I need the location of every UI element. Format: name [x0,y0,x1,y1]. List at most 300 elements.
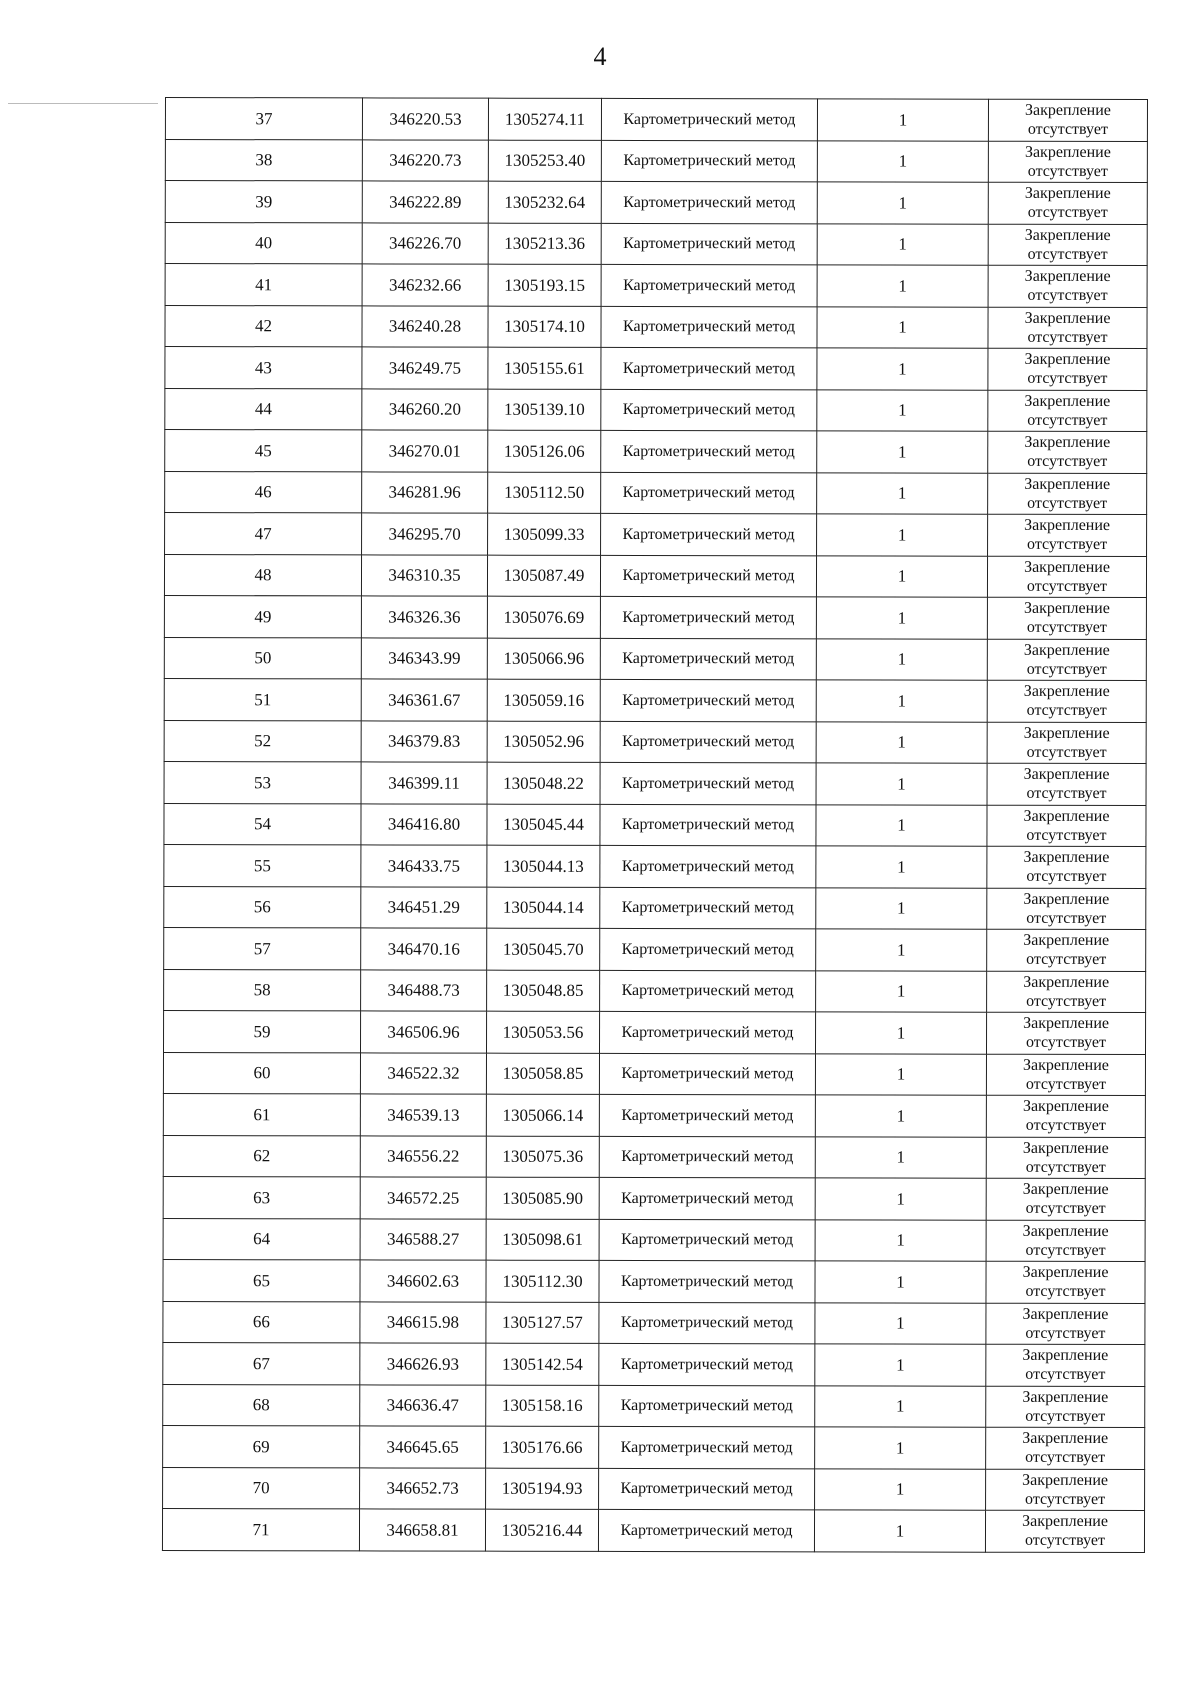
fixing-line-1: Закрепление [1022,1181,1109,1199]
y-coordinate-cell: 1305126.06 [488,430,601,472]
y-coordinate-cell: 1305142.54 [486,1343,599,1385]
fixing-description-cell [987,597,1146,639]
point-number-cell: 40 [165,222,362,264]
table-row [164,844,1146,888]
point-number-cell: 44 [165,388,362,430]
fixing-description-cell [987,888,1146,930]
table-row [163,1176,1145,1220]
point-number-cell: 55 [164,844,361,886]
fixing-line-1: Закрепление [1022,1430,1109,1448]
y-coordinate-cell: 1305176.66 [486,1426,599,1468]
fixing-line-2: отсутствует [1026,909,1107,927]
point-number-cell: 58 [164,969,361,1011]
y-coordinate-cell: 1305053.56 [486,1011,599,1053]
fixing-line-2: отсутствует [1026,702,1107,720]
accuracy-cell: 1 [816,804,987,846]
coordinates-table [162,97,1148,1553]
method-cell: Картометрический метод [600,762,816,804]
y-coordinate-cell: 1305193.15 [488,264,601,306]
fixing-line-2: отсутствует [1027,245,1108,263]
fixing-line-2: отсутствует [1026,992,1107,1010]
x-coordinate-cell: 346240.28 [362,305,488,347]
table-row [165,98,1147,142]
method-cell: Картометрический метод [600,845,816,887]
y-coordinate-cell: 1305059.16 [487,679,600,721]
x-coordinate-cell: 346470.16 [361,928,487,970]
y-coordinate-cell: 1305253.40 [488,140,601,182]
x-coordinate-cell: 346615.98 [360,1301,486,1343]
table-row [163,1052,1145,1096]
point-number-cell: 54 [164,803,361,845]
point-number-cell: 42 [165,305,362,347]
accuracy-cell: 1 [817,514,988,556]
x-coordinate-cell: 346220.73 [362,139,488,181]
accuracy-cell: 1 [817,306,988,348]
fixing-line-1: Закрепление [1024,351,1111,369]
fixing-description-cell [987,971,1146,1013]
method-cell: Картометрический метод [599,1426,815,1468]
method-cell: Картометрический метод [601,430,817,472]
method-cell: Картометрический метод [599,1302,815,1344]
x-coordinate-cell: 346588.27 [360,1218,486,1260]
point-number-cell: 67 [163,1342,360,1384]
x-coordinate-cell: 346281.96 [362,471,488,513]
method-cell: Картометрический метод [600,638,816,680]
point-number-cell: 51 [164,678,361,720]
fixing-description-cell [988,141,1147,183]
method-cell: Картометрический метод [600,970,816,1012]
accuracy-cell: 1 [817,223,988,265]
fixing-line-1: Закрепление [1024,558,1110,576]
accuracy-cell: 1 [816,970,987,1012]
point-number-cell: 69 [163,1425,360,1467]
point-number-cell: 62 [163,1135,360,1177]
point-number-cell: 38 [165,139,362,181]
point-number-cell: 56 [164,886,361,928]
fixing-description-cell [988,473,1147,515]
y-coordinate-cell: 1305085.90 [486,1177,599,1219]
fixing-line-1: Закрепление [1023,932,1110,950]
point-number-cell: 52 [164,720,361,762]
table-row [165,471,1147,515]
fixing-line-2: отсутствует [1025,1158,1106,1176]
table-row [165,139,1147,183]
accuracy-cell: 1 [816,763,987,805]
fixing-line-2: отсутствует [1027,287,1108,305]
table-row [164,969,1146,1013]
method-cell: Картометрический метод [598,1509,814,1551]
table-row [165,430,1147,474]
table-row [164,803,1146,847]
fixing-description-cell [986,1469,1145,1511]
fixing-description-cell [986,1261,1145,1303]
fixing-description-cell [987,680,1146,722]
method-cell: Картометрический метод [599,1343,815,1385]
x-coordinate-cell: 346260.20 [362,388,488,430]
y-coordinate-cell: 1305098.61 [486,1219,599,1261]
y-coordinate-cell: 1305274.11 [488,98,601,140]
method-cell: Картометрический метод [599,1385,815,1427]
accuracy-cell: 1 [816,597,987,639]
fixing-description-cell [986,1095,1145,1137]
x-coordinate-cell: 346506.96 [360,1011,486,1053]
point-number-cell: 41 [165,264,362,306]
fixing-line-1: Закрепление [1022,1222,1109,1240]
y-coordinate-cell: 1305112.50 [488,472,601,514]
table-row [163,1259,1145,1303]
y-coordinate-cell: 1305052.96 [487,721,600,763]
accuracy-cell: 1 [817,265,988,307]
fixing-line-1: Закрепление [1022,1305,1109,1323]
x-coordinate-cell: 346602.63 [360,1260,486,1302]
fixing-line-1: Закрепление [1024,434,1111,452]
method-cell: Картометрический метод [600,804,816,846]
accuracy-cell: 1 [816,555,987,597]
method-cell: Картометрический метод [601,264,817,306]
table-row [163,1425,1145,1469]
fixing-description-cell [988,224,1147,266]
fixing-line-1: Закрепление [1022,1139,1109,1157]
y-coordinate-cell: 1305044.14 [487,887,600,929]
accuracy-cell: 1 [817,431,988,473]
point-number-cell: 48 [164,554,361,596]
fixing-line-2: отсутствует [1025,1117,1106,1135]
x-coordinate-cell: 346222.89 [362,181,488,223]
fixing-description-cell [987,805,1146,847]
fixing-description-cell [988,265,1147,307]
y-coordinate-cell: 1305127.57 [486,1302,599,1344]
point-number-cell: 57 [164,927,361,969]
fixing-line-1: Закрепление [1022,1264,1109,1282]
coordinates-table-body [162,98,1147,1553]
y-coordinate-cell: 1305044.13 [487,845,600,887]
method-cell: Картометрический метод [601,306,817,348]
point-number-cell: 71 [162,1508,359,1550]
x-coordinate-cell: 346399.11 [361,762,487,804]
method-cell: Картометрический метод [601,181,817,223]
x-coordinate-cell: 346652.73 [360,1467,486,1509]
fixing-line-1: Закрепление [1024,517,1111,535]
fixing-line-1: Закрепление [1024,185,1111,203]
x-coordinate-cell: 346556.22 [360,1135,486,1177]
accuracy-cell: 1 [815,1427,986,1469]
point-number-cell: 60 [163,1052,360,1094]
fixing-line-2: отсутствует [1026,660,1107,678]
fixing-line-1: Закрепление [1024,226,1111,244]
fixing-description-cell [987,722,1146,764]
table-row [164,886,1146,930]
fixing-line-2: отсутствует [1027,121,1108,139]
accuracy-cell: 1 [817,99,988,141]
table-row [162,1508,1144,1552]
fixing-line-2: отсутствует [1025,1075,1106,1093]
accuracy-cell: 1 [816,887,987,929]
fixing-line-2: отсутствует [1025,1200,1106,1218]
accuracy-cell: 1 [815,1095,986,1137]
x-coordinate-cell: 346295.70 [362,513,488,555]
fixing-description-cell [988,348,1147,390]
point-number-cell: 46 [165,471,362,513]
point-number-cell: 70 [163,1467,360,1509]
fixing-line-1: Закрепление [1023,1015,1110,1033]
point-number-cell: 66 [163,1301,360,1343]
fixing-line-2: отсутствует [1026,868,1107,886]
y-coordinate-cell: 1305174.10 [488,306,601,348]
method-cell: Картометрический метод [601,389,817,431]
fixing-line-1: Закрепление [1023,683,1110,701]
fixing-description-cell [986,1344,1145,1386]
x-coordinate-cell: 346433.75 [361,845,487,887]
y-coordinate-cell: 1305232.64 [488,181,601,223]
y-coordinate-cell: 1305194.93 [486,1468,599,1510]
table-row [164,720,1146,764]
x-coordinate-cell: 346572.25 [360,1177,486,1219]
table-row [164,761,1146,805]
fixing-line-2: отсутствует [1027,494,1108,512]
fixing-description-cell [986,1303,1145,1345]
fixing-description-cell [988,307,1147,349]
fixing-line-2: отсутствует [1026,743,1107,761]
fixing-line-1: Закрепление [1022,1513,1108,1531]
point-number-cell: 49 [164,595,361,637]
fixing-description-cell [987,929,1146,971]
accuracy-cell: 1 [817,182,988,224]
fixing-line-2: отсутствует [1025,1324,1106,1342]
method-cell: Картометрический метод [599,1136,815,1178]
accuracy-cell: 1 [815,1136,986,1178]
accuracy-cell: 1 [815,1053,986,1095]
y-coordinate-cell: 1305099.33 [488,513,601,555]
table-row [164,637,1146,681]
fixing-description-cell [985,1510,1144,1552]
fixing-line-2: отсутствует [1026,577,1108,595]
fixing-line-1: Закрепление [1024,143,1111,161]
fixing-line-2: отсутствует [1025,1283,1106,1301]
fixing-line-1: Закрепление [1023,1056,1109,1074]
table-row [165,222,1147,266]
y-coordinate-cell: 1305048.85 [487,970,600,1012]
fixing-line-2: отсутствует [1024,1532,1106,1550]
table-row [165,347,1147,391]
fixing-line-1: Закрепление [1023,973,1110,991]
method-cell: Картометрический метод [600,596,816,638]
method-cell: Картометрический метод [600,887,816,929]
y-coordinate-cell: 1305048.22 [487,762,600,804]
fixing-description-cell [986,1220,1145,1262]
page-number: 4 [593,42,607,71]
x-coordinate-cell: 346539.13 [360,1094,486,1136]
x-coordinate-cell: 346658.81 [359,1509,485,1551]
x-coordinate-cell: 346361.67 [361,679,487,721]
point-number-cell: 47 [165,513,362,555]
fixing-line-1: Закрепление [1024,475,1111,493]
table-row [163,1301,1145,1345]
y-coordinate-cell: 1305112.30 [486,1260,599,1302]
x-coordinate-cell: 346232.66 [362,264,488,306]
fixing-line-2: отсутствует [1026,826,1107,844]
y-coordinate-cell: 1305155.61 [488,347,601,389]
fixing-line-2: отсутствует [1025,1034,1107,1052]
fixing-line-2: отсутствует [1027,370,1108,388]
accuracy-cell: 1 [815,1261,986,1303]
fixing-line-2: отсутствует [1027,204,1108,222]
y-coordinate-cell: 1305045.44 [487,804,600,846]
fixing-line-1: Закрепление [1022,1471,1109,1489]
accuracy-cell: 1 [816,846,987,888]
fixing-line-2: отсутствует [1025,1490,1106,1508]
fixing-description-cell [988,431,1147,473]
x-coordinate-cell: 346249.75 [362,347,488,389]
y-coordinate-cell: 1305066.14 [486,1094,599,1136]
method-cell: Картометрический метод [601,98,817,140]
method-cell: Картометрический метод [599,1011,815,1053]
accuracy-cell: 1 [816,929,987,971]
fixing-description-cell [986,1054,1145,1096]
y-coordinate-cell: 1305139.10 [488,389,601,431]
accuracy-cell: 1 [815,1012,986,1054]
y-coordinate-cell: 1305216.44 [485,1509,598,1551]
y-coordinate-cell: 1305066.96 [487,638,600,680]
accuracy-cell: 1 [815,1385,986,1427]
method-cell: Картометрический метод [599,1219,815,1261]
point-number-cell: 63 [163,1176,360,1218]
point-number-cell: 53 [164,761,361,803]
fixing-line-1: Закрепление [1023,807,1110,825]
y-coordinate-cell: 1305087.49 [487,555,600,597]
x-coordinate-cell: 346645.65 [360,1426,486,1468]
fixing-line-2: отсутствует [1026,951,1107,969]
table-row [165,388,1147,432]
point-number-cell: 37 [165,98,362,140]
method-cell: Картометрический метод [601,223,817,265]
fixing-line-2: отсутствует [1026,785,1107,803]
x-coordinate-cell: 346270.01 [362,430,488,472]
fixing-description-cell [987,639,1146,681]
x-coordinate-cell: 346310.35 [361,554,487,596]
point-number-cell: 43 [165,347,362,389]
table-row [164,927,1146,971]
x-coordinate-cell: 346488.73 [361,969,487,1011]
fixing-line-2: отсутствует [1025,1407,1106,1425]
point-number-cell: 39 [165,181,362,223]
x-coordinate-cell: 346416.80 [361,803,487,845]
method-cell: Картометрический метод [600,928,816,970]
method-cell: Картометрический метод [600,721,816,763]
fixing-description-cell [988,182,1147,224]
fixing-line-1: Закрепление [1023,890,1110,908]
accuracy-cell: 1 [816,680,987,722]
fixing-line-1: Закрепление [1023,766,1110,784]
x-coordinate-cell: 346226.70 [362,222,488,264]
fixing-description-cell [986,1178,1145,1220]
fixing-line-1: Закрепление [1022,1098,1109,1116]
point-number-cell: 61 [163,1093,360,1135]
method-cell: Картометрический метод [599,1094,815,1136]
accuracy-cell: 1 [815,1302,986,1344]
table-row [164,678,1146,722]
x-coordinate-cell: 346626.93 [360,1343,486,1385]
method-cell: Картометрический метод [600,679,816,721]
point-number-cell: 59 [163,1010,360,1052]
table-row [163,1093,1145,1137]
accuracy-cell: 1 [815,1468,986,1510]
accuracy-cell: 1 [815,1178,986,1220]
table-row [163,1135,1145,1179]
table-row [163,1218,1145,1262]
method-cell: Картометрический метод [599,1260,815,1302]
point-number-cell: 50 [164,637,361,679]
fixing-line-2: отсутствует [1026,619,1107,637]
fixing-line-2: отсутствует [1025,1366,1106,1384]
accuracy-cell: 1 [817,389,988,431]
method-cell: Картометрический метод [601,472,817,514]
point-number-cell: 65 [163,1259,360,1301]
fixing-description-cell [986,1012,1145,1054]
accuracy-cell: 1 [814,1510,985,1552]
scan-artifact-line [8,103,158,104]
point-number-cell: 45 [165,430,362,472]
method-cell: Картометрический метод [600,555,816,597]
fixing-description-cell [986,1386,1145,1428]
table-row [163,1010,1145,1054]
x-coordinate-cell: 346522.32 [360,1052,486,1094]
x-coordinate-cell: 346451.29 [361,886,487,928]
fixing-line-2: отсутствует [1027,453,1108,471]
point-number-cell: 64 [163,1218,360,1260]
fixing-line-2: отсутствует [1025,1449,1106,1467]
fixing-description-cell [988,514,1147,556]
y-coordinate-cell: 1305158.16 [486,1385,599,1427]
fixing-line-1: Закрепление [1023,641,1110,659]
accuracy-cell: 1 [815,1344,986,1386]
method-cell: Картометрический метод [599,1053,815,1095]
fixing-line-1: Закрепление [1022,1388,1109,1406]
accuracy-cell: 1 [817,348,988,390]
table-row [164,554,1146,598]
accuracy-cell: 1 [817,140,988,182]
table-row [163,1384,1145,1428]
method-cell: Картометрический метод [601,347,817,389]
fixing-line-1: Закрепление [1023,724,1110,742]
fixing-line-1: Закрепление [1023,600,1110,618]
x-coordinate-cell: 346220.53 [362,98,488,140]
accuracy-cell: 1 [817,472,988,514]
table-row [165,513,1147,557]
method-cell: Картометрический метод [599,1177,815,1219]
y-coordinate-cell: 1305045.70 [487,928,600,970]
y-coordinate-cell: 1305213.36 [488,223,601,265]
x-coordinate-cell: 346379.83 [361,720,487,762]
fixing-description-cell [986,1427,1145,1469]
fixing-line-2: отсутствует [1027,328,1108,346]
fixing-description-cell [988,390,1147,432]
fixing-line-2: отсутствует [1027,162,1108,180]
y-coordinate-cell: 1305075.36 [486,1136,599,1178]
fixing-line-1: Закрепление [1024,268,1111,286]
table-row [165,181,1147,225]
fixing-line-1: Закрепление [1022,1347,1109,1365]
y-coordinate-cell: 1305076.69 [487,596,600,638]
table-row [165,264,1147,308]
table-row [163,1342,1145,1386]
fixing-description-cell [987,763,1146,805]
fixing-line-1: Закрепление [1025,102,1111,120]
point-number-cell: 68 [163,1384,360,1426]
fixing-line-1: Закрепление [1024,392,1111,410]
fixing-description-cell [986,1137,1145,1179]
accuracy-cell: 1 [815,1219,986,1261]
table-row [164,595,1146,639]
